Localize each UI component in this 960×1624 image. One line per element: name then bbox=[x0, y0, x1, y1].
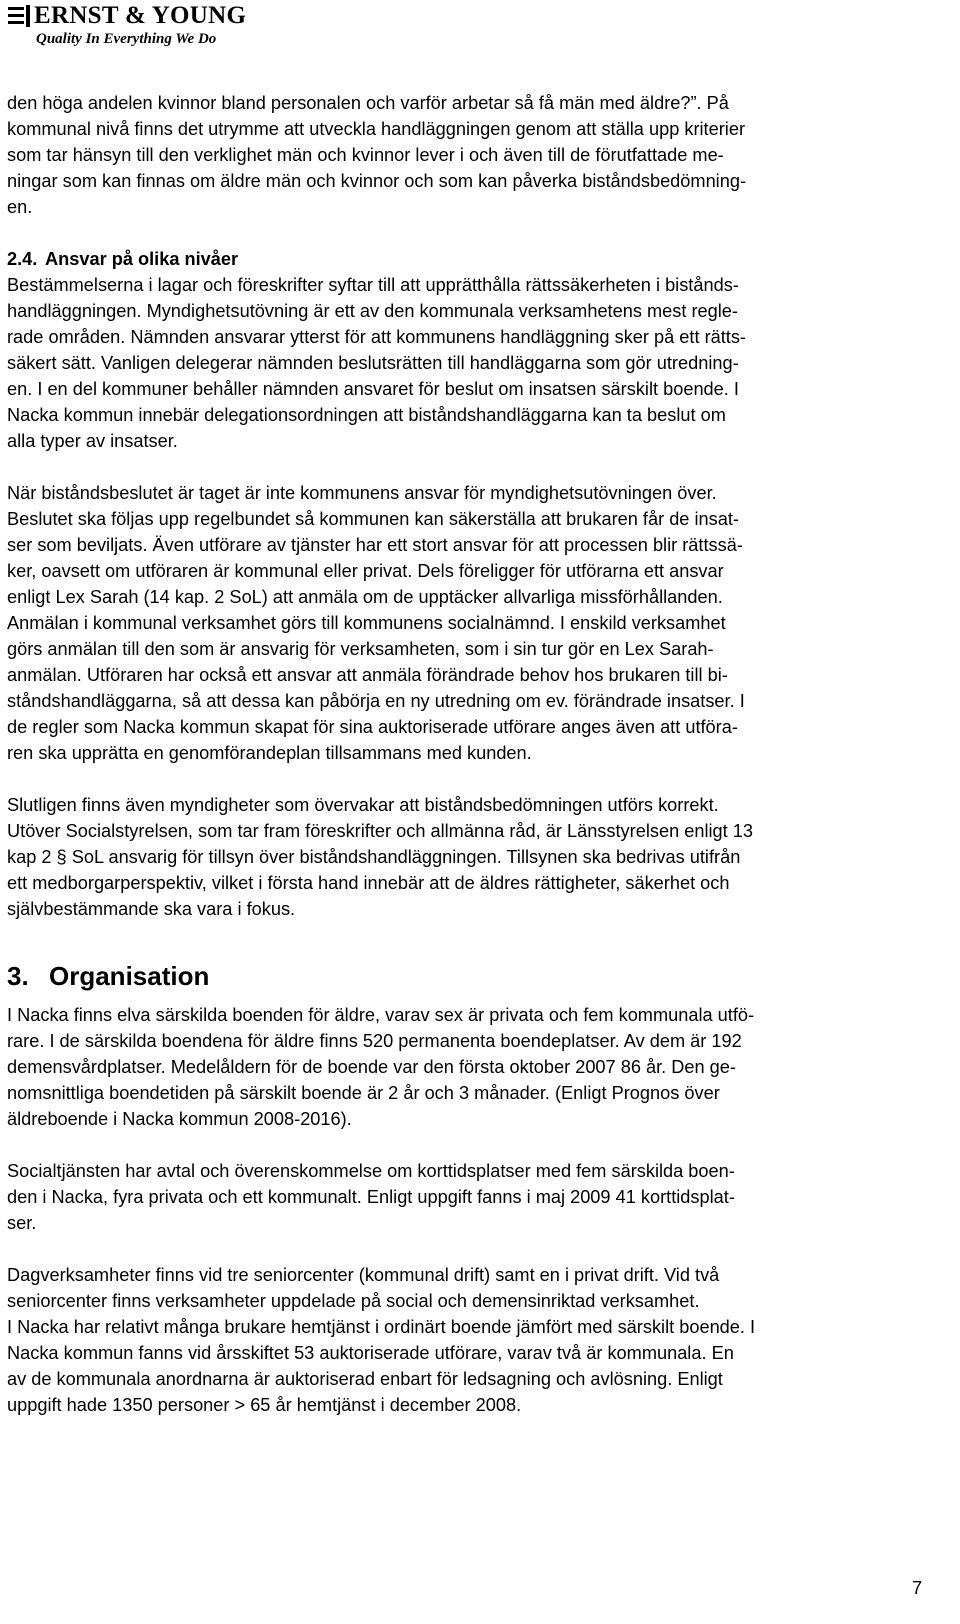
text-line: ningar som kan finnas om äldre män och kvinnor och som kan påverka biståndsbedömning- bbox=[7, 171, 747, 191]
text-line: av de kommunala anordnarna är auktoriserad enbart för ledsagning och avlösning. Enligt bbox=[7, 1369, 723, 1389]
text-line: rade områden. Nämnden ansvarar ytterst för att kommunens handläggning sker på ett rätts- bbox=[7, 327, 746, 347]
section-number: 2.4. bbox=[7, 249, 38, 269]
section-2-4-heading bbox=[7, 246, 927, 272]
paragraph bbox=[7, 792, 927, 922]
text-line: Nacka kommun fanns vid årsskiftet 53 auktoriserade utförare, varav två är kommunala. En bbox=[7, 1343, 734, 1363]
text-line: När biståndsbeslutet är taget är inte kommunens ansvar för myndighetsutövningen över. bbox=[7, 483, 717, 503]
text-line: enligt Lex Sarah (14 kap. 2 SoL) att anmäla om de upptäcker allvarliga missförhållanden. bbox=[7, 587, 723, 607]
text-line: Bestämmelserna i lagar och föreskrifter syftar till att upprätthålla rättssäkerheten i bistånds- bbox=[7, 275, 739, 295]
section-title: Organisation bbox=[49, 961, 210, 991]
text-line: den i Nacka, fyra privata och ett kommunalt. Enligt uppgift fanns i maj 2009 41 korttidsplat- bbox=[7, 1187, 735, 1207]
intro-paragraph bbox=[7, 90, 927, 220]
paragraph bbox=[7, 1002, 927, 1132]
text-line: görs anmälan till den som är ansvarig för verksamheten, som i sin tur gör en Lex Sarah- bbox=[7, 639, 714, 659]
section-3-heading bbox=[7, 960, 927, 992]
text-line: Nacka kommun innebär delegationsordningen att biståndshandläggarna kan ta beslut om bbox=[7, 405, 726, 425]
ey-logo-mark-icon bbox=[8, 5, 32, 27]
text-line: ren ska upprätta en genomförandeplan tillsammans med kunden. bbox=[7, 743, 532, 763]
text-line: ett medborgarperspektiv, vilket i första hand innebär att de äldres rättigheter, säkerhet och bbox=[7, 873, 730, 893]
text-line: Slutligen finns även myndigheter som övervakar att biståndsbedömningen utförs korrekt. bbox=[7, 795, 719, 815]
text-line: rare. I de särskilda boendena för äldre finns 520 permanenta boendeplatser. Av dem är 192 bbox=[7, 1031, 742, 1051]
text-line: äldreboende i Nacka kommun 2008-2016). bbox=[7, 1109, 352, 1129]
section-number: 3. bbox=[7, 961, 29, 991]
text-line: uppgift hade 1350 personer > 65 år hemtjänst i december 2008. bbox=[7, 1395, 522, 1415]
text-line: nomsnittliga boendetiden på särskilt boende är 2 år och 3 månader. (Enligt Prognos över bbox=[7, 1083, 720, 1103]
text-line: alla typer av insatser. bbox=[7, 431, 178, 451]
document-body bbox=[7, 90, 927, 1418]
text-line: självbestämmande ska vara i fokus. bbox=[7, 899, 296, 919]
text-line: seniorcenter finns verksamheter uppdelade på social och demensinriktad verksamhet. bbox=[7, 1291, 700, 1311]
text-line: I Nacka finns elva särskilda boenden för äldre, varav sex är privata och fem kommunala utfö- bbox=[7, 1005, 755, 1025]
text-line: en. I en del kommuner behåller nämnden ansvaret för beslut om insatsen särskilt boende. I bbox=[7, 379, 739, 399]
text-line: ser som beviljats. Även utförare av tjänster har ett stort ansvar för att processen blir rättssä- bbox=[7, 535, 743, 555]
text-line: ser. bbox=[7, 1213, 37, 1233]
text-line: en. bbox=[7, 197, 33, 217]
text-line: handläggningen. Myndighetsutövning är ett av den kommunala verksamhetens mest regle- bbox=[7, 301, 738, 321]
paragraph bbox=[7, 1158, 927, 1236]
text-line: som tar hänsyn till den verklighet män och kvinnor lever i och även till de förutfattade me- bbox=[7, 145, 724, 165]
page-number: 7 bbox=[912, 1578, 923, 1598]
text-line: anmälan. Utföraren har också ett ansvar att anmäla förändrade behov hos brukaren till bi- bbox=[7, 665, 728, 685]
text-line: ker, oavsett om utföraren är kommunal eller privat. Dels föreligger för utförarna ett ansvar bbox=[7, 561, 724, 581]
text-line: Anmälan i kommunal verksamhet görs till kommunens socialnämnd. I enskild verksamhet bbox=[7, 613, 726, 633]
text-line: den höga andelen kvinnor bland personalen och varför arbetar så få män med äldre?”. På bbox=[7, 93, 729, 113]
paragraph bbox=[7, 480, 927, 766]
text-line: ståndshandläggarna, så att dessa kan påbörja en ny utredning om ev. förändrade insatser. I bbox=[7, 691, 745, 711]
text-line: säkert sätt. Vanligen delegerar nämnden beslutsrätten till handläggarna som gör utredning- bbox=[7, 353, 739, 373]
text-line: kommunal nivå finns det utrymme att utveckla handläggningen genom att ställa upp kriterier bbox=[7, 119, 745, 139]
text-line: de regler som Nacka kommun skapat för sina auktoriserade utförare anges även att utföra- bbox=[7, 717, 738, 737]
text-line: Dagverksamheter finns vid tre seniorcenter (kommunal drift) samt en i privat drift. Vid två bbox=[7, 1265, 720, 1285]
section-title: Ansvar på olika nivåer bbox=[45, 249, 239, 269]
text-line: Socialtjänsten har avtal och överenskommelse om korttidsplatser med fem särskilda boen- bbox=[7, 1161, 735, 1181]
paragraph bbox=[7, 1262, 927, 1418]
logo-company-name: ERNST & YOUNG bbox=[34, 2, 247, 29]
text-line: Beslutet ska följas upp regelbundet så kommunen kan säkerställa att brukaren får de insat- bbox=[7, 509, 739, 529]
text-line: I Nacka har relativt många brukare hemtjänst i ordinärt boende jämfört med särskilt boende. I bbox=[7, 1317, 756, 1337]
paragraph bbox=[7, 272, 927, 454]
text-line: Utöver Socialstyrelsen, som tar fram föreskrifter och allmänna råd, är Länsstyrelsen enligt 13 bbox=[7, 821, 753, 841]
text-line: demensvårdplatser. Medelåldern för de boende var den första oktober 2007 86 år. Den ge- bbox=[7, 1057, 736, 1077]
text-line: kap 2 § SoL ansvarig för tillsyn över biståndshandläggningen. Tillsynen ska bedrivas utifrån bbox=[7, 847, 741, 867]
logo-tagline: Quality In Everything We Do bbox=[36, 31, 217, 47]
company-logo bbox=[8, 4, 248, 48]
